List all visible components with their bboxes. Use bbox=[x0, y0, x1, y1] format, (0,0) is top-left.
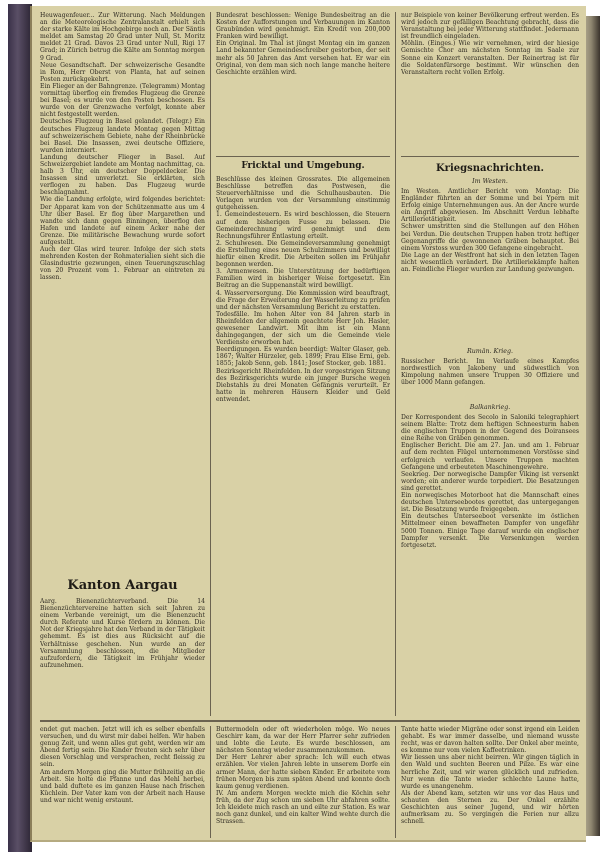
col3-para: Ein norwegisches Motorboot hat die Mannschaft eines deutschen Unterseebootes gerettet, das untergegangen ist. Die Besatzung wurde freigegeben. bbox=[401, 492, 579, 514]
feuilleton-right bbox=[401, 726, 579, 838]
col3-para: Im Westen. Amtlicher Bericht vom Montag: Die Engländer führten an der Somme und bei Ypern mit Erfolg einige Unternehmungen aus. An der Ancre wurde ein Angriff abgewiesen. Im Abschnitt Verdun lebhafte Artillerietätigkeit. bbox=[401, 188, 579, 224]
column-1-bottom bbox=[40, 598, 205, 716]
col2-para: Bundesrat beschlossen: Wenige Bundesbeitrag an die Kosten der Aufforstungen und Verbauungen im Kanton Graubünden wird genehmigt. Ein Kredit von 200,000 Franken wird bewilligt. bbox=[216, 12, 390, 41]
column-rule bbox=[210, 726, 211, 838]
col3-para: Schwer umstritten sind die Stellungen auf den Höhen bei Verdun. Die deutschen Truppen haben trotz heftiger Gegenangriffe die gewonnenen Gräben behauptet. Bei einem Vorstoss wurden 300 Gefangene eingebracht. bbox=[401, 223, 579, 252]
subhead-westen: Im Westen. bbox=[472, 178, 508, 185]
col3-para: Die Lage an der Westfront hat sich in den letzten Tagen nicht wesentlich verändert. Die Artilleriekämpfe halten an. Feindliche Flieger wurden zur Landung gezwungen. bbox=[401, 251, 579, 274]
col1-para: Landung deutscher Flieger in Basel. Auf Schweizergebiet landete am Montag nachmittag, ca. halb 3 Uhr, ein deutscher Doppeldecker. Die Insassen sind unverletzt. Sie erklärten, sich verflogen zu haben. Das Flugzeug wurde beschlagnahmt. bbox=[40, 153, 205, 197]
col2-para: 2. Schulwesen. Die Gemeindeversammlung genehmigt die Erstellung eines neuen Schulzimmers und bewilligt hiefür einen Kredit. Die Arbeiten sollen im Frühjahr begonnen werden. bbox=[216, 239, 390, 269]
feuilleton-para: Wir liessen uns aber nicht beirren. Wir gingen täglich in den Wald und suchten Beeren und Pilze. Es war eine herrliche Zeit, und wir waren glücklich und zufrieden. Nur wenn die Tante wieder schlechte Laune hatte, wurde es unangenehm. bbox=[401, 754, 579, 790]
col3-para: Der Korrespondent des Secolo in Saloniki telegraphiert seinem Blatte: Trotz dem heftigen Schneesturm haben die englischen Truppen in der Gegend des Doiransees eine Reihe von Gräben genommen. bbox=[401, 414, 579, 443]
column-rule bbox=[210, 12, 211, 716]
heading-kanton-aargau: Kanton Aargau bbox=[67, 578, 178, 593]
feuilleton-para: Tante hatte wieder Migräne oder sonst irgend ein Leiden gehabt. Es war immer dasselbe, und niemand wusste recht, was er davon halten sollte. Der Onkel aber meinte, es komme nur vom vielen Kaffeetrinken. bbox=[401, 726, 579, 755]
column-rule bbox=[395, 726, 396, 838]
col1-para: Neue Gesandtschaft. Der schweizerische Gesandte in Rom, Herr Oberst von Planta, hat auf seinen Posten zurückgekehrt. bbox=[40, 61, 205, 83]
column-3-westen bbox=[401, 188, 579, 344]
column-2-main bbox=[216, 176, 390, 716]
section-rule bbox=[401, 156, 579, 157]
col2-para: 3. Armenwesen. Die Unterstützung der bedürftigen Familien wird in bisheriger Weise fortgesetzt. Ein Beitrag an die Suppenanstalt wird bewilligt. bbox=[216, 268, 390, 290]
column-3-rumaen bbox=[401, 358, 579, 402]
col1b-para: Aarg. Bienenzüchterverband. Die 14 Bienenzüchtervereine hatten sich seit Jahren zu einem Verbande vereinigt, um die Bienenzucht durch Referate und Kurse fördern zu können. Die Not der Kriegsjahre hat den Verband in der Tätigkeit gehemmt. Es ist dies aus Rücksicht auf die Verhältnisse geschehen. Nun wurde an der Versammlung beschlossen, die Mitglieder aufzufordern, die Tätigkeit im Frühjahr wieder aufzunehmen. bbox=[40, 598, 205, 669]
newspaper-page bbox=[30, 6, 586, 842]
book-binding bbox=[8, 4, 32, 852]
col3-para: Englischer Bericht. Die am 27. Jan. und am 1. Februar auf dem rechten Flügel unternommenen Vorstösse sind erfolgreich verlaufen. Unsere Truppen machten Gefangene und erbeuteten Maschinengewehre. bbox=[401, 442, 579, 471]
feuilleton-para: Als der Abend kam, setzten wir uns vor das Haus und schauten den Sternen zu. Der Onkel erzählte Geschichten aus seiner Jugend, und wir hörten aufmerksam zu. So vergingen die Ferien nur allzu schnell. bbox=[401, 789, 579, 826]
section-rule bbox=[216, 156, 390, 157]
feuilleton-para: Buttermodeln oder oft wiederholen möge. Wo neues Geschirr kam, da war der Herr Pfarrer sehr zufrieden und lobte die Leute. Es wurde beschlossen, am nächsten Sonntag wieder zusammenzukommen. bbox=[216, 726, 390, 755]
col1-para: Wie die Landung erfolgte, wird folgendes berichtet: Der Apparat kam von der Schützenmatte aus um 4 Uhr über Basel. Er flog über Margarethen und wandte sich dann gegen Binningen, überflog den Hafen und landete auf einem Acker nahe der Grenze. Die militärische Bewachung wurde sofort aufgestellt. bbox=[40, 196, 205, 246]
col2-para: Beschlüsse des kleinen Grossrates. Die allgemeinen Beschlüsse betreffen das Postwesen, die Steuerverhältnisse und die Schulhausbauten. Die Vorlagen wurden von der Versammlung einstimmig gutgeheissen. bbox=[216, 176, 390, 212]
heading-fricktal: Fricktal und Umgebung. bbox=[241, 161, 365, 171]
col1-para: Auch der Glas wird teurer. Infolge der sich stets mehrenden Kosten der Rohmaterialien sieht sich die Glasindustrie gezwungen, einen Teuerungszuschlag von 20 Prozent vom 1. Februar an eintreten zu lassen. bbox=[40, 246, 205, 282]
col1-para: Deutsches Flugzeug in Basel gelandet. (Telegr.) Ein deutsches Flugzeug landete Montag gegen Mittag auf schweizerischem Gebiete, nahe der Rheinbrücke bei Basel. Die Insassen, zwei deutsche Offiziere, wurden interniert. bbox=[40, 118, 205, 154]
feuilleton-para: Der Herr Lehrer aber sprach: Ich will euch etwas erzählen. Vor vielen Jahren lebte in unserem Dorfe ein armer Mann, der hatte sieben Kinder. Er arbeitete vom frühen Morgen bis zum späten Abend und konnte doch kaum genug verdienen. bbox=[216, 754, 390, 790]
col3-para: Möhlin. (Einges.) Wie wir vernehmen, wird der hiesige Gemischte Chor am nächsten Sonntag im Saale zur Sonne ein Konzert veranstalten. Der Reinertrag ist für die Soldatenfürsorge bestimmt. Wir wünschen den Veranstaltern recht vollen Erfolg. bbox=[401, 40, 579, 76]
column-rule bbox=[395, 12, 396, 716]
column-2-top bbox=[216, 12, 390, 154]
col3-para: Seekrieg. Der norwegische Dampfer Viking ist versenkt worden; ein anderer wurde torpediert. Die Besatzungen sind gerettet. bbox=[401, 470, 579, 492]
feuilleton-para: IV. Am andern Morgen weckte mich die Köchin sehr früh, da der Zug schon um sieben Uhr abfahren sollte. Ich kleidete mich rasch an und eilte zur Station. Es war noch ganz dunkel, und ein kalter Wind wehte durch die Strassen. bbox=[216, 789, 390, 826]
column-3-top bbox=[401, 12, 579, 154]
column-3-balkan bbox=[401, 414, 579, 716]
col3-para: Ein deutsches Unterseeboot versenkte im östlichen Mittelmeer einen bewaffneten Dampfer von ungefähr 5000 Tonnen. Einige Tage darauf wurde ein englischer Dampfer versenkt. Die Versenkungen werden fortgesetzt. bbox=[401, 513, 579, 549]
subhead-rumaen: Rumän. Krieg. bbox=[466, 348, 514, 355]
col1-para: Ein Flieger an der Bahngrenze. (Telegramm) Montag vormittag überflog ein fremdes Flugzeug die Grenze bei Basel; es wurde von den Posten beschossen. Es wurde von der Grenzwache verfolgt, konnte aber nicht festgestellt werden. bbox=[40, 82, 205, 119]
col2-para: Bezirksgericht Rheinfelden. In der vorgestrigen Sitzung des Bezirksgerichts wurde ein junger Bursche wegen Diebstahls zu drei Monaten Gefängnis verurteilt. Er hatte in mehreren Häusern Kleider und Geld entwendet. bbox=[216, 367, 390, 403]
col3-para: Russischer Bericht. Im Verlaufe eines Kampfes nordwestlich von Jakobeny und südwestlich von Kimpolung nahmen unsere Truppen 30 Offiziere und über 1000 Mann gefangen. bbox=[401, 358, 579, 387]
column-1-top bbox=[40, 12, 205, 560]
col1-para: Heuwagenfeuer... Zur Witterung. Nach Meldungen an die Meteorologische Zentralanstalt erhielt sich der starke Kälte im Hochgebirge noch an. Der Säntis meldet am Samstag 20 Grad unter Null, St. Moritz meldet 21 Grad. Davos 23 Grad unter Null, Rigi 17 Grad; in Zürich betrug die Kälte am Sonntag morgen 9 Grad. bbox=[40, 12, 205, 62]
col2-para: 4. Wasserversorgung. Die Kommission wird beauftragt, die Frage der Erweiterung der Wasserleitung zu prüfen und der nächsten Versammlung Bericht zu erstatten. bbox=[216, 289, 390, 311]
feuilleton-para: endet gut machen. Jetzt will ich es selber ebenfalls versuchen, und du wirst mir dabei helfen. Wir haben genug Zeit, und wenn alles gut geht, werden wir am Abend fertig sein. Die Kinder freuten sich sehr über diesen Vorschlag und versprachen, recht fleissig zu sein. bbox=[40, 726, 205, 769]
heading-kriegsnachrichten: Kriegsnachrichten. bbox=[435, 163, 544, 174]
col2-para: 1. Gemeindesteuern. Es wird beschlossen, die Steuern auf dem bisherigen Fusse zu belassen. Die Gemeinderechnung wird genehmigt und dem Rechnungsführer Entlastung erteilt. bbox=[216, 211, 390, 240]
col2-para: Ein Original. Im Thal ist jüngst Montag ein im ganzen Land bekannter Gemeindeschreiber gestorben, der seit mehr als 50 Jahren das Amt versehen hat. Er war ein Original, von dem man sich noch lange manche heitere Geschichte erzählen wird. bbox=[216, 40, 390, 76]
col2-para: Beerdigungen. Es wurden beerdigt: Walter Glaser, geb. 1867; Walter Hürzeler, geb. 1899; Frau Elise Erni, geb. 1855; Jakob Senn, geb. 1841; Josef Stocker, geb. 1881. bbox=[216, 346, 390, 368]
col2-para: Todesfälle. Im hohen Alter von 84 Jahren starb in Rheinfelden der allgemein geachtete Herr Joh. Hasler, gewesener Landwirt. Mit ihm ist ein Mann dahingegangen, der sich um die Gemeinde viele Verdienste erworben hat. bbox=[216, 310, 390, 347]
col3-para: nur Beispiele von keiner Bevölkerung erfreut werden. Es wird jedoch zur gefälligen Beachtung gebracht, dass die Veranstaltung bei jeder Witterung stattfindet. Jedermann ist freundlich eingeladen. bbox=[401, 12, 579, 41]
feuilleton-middle bbox=[216, 726, 390, 838]
subhead-balkan: Balkankrieg. bbox=[469, 404, 511, 411]
feuilleton-left bbox=[40, 726, 205, 838]
feuilleton-rule bbox=[40, 720, 580, 722]
feuilleton-para: Am andern Morgen ging die Mutter frühzeitig an die Arbeit. Sie holte die Pfanne und das Mehl herbei, und bald duftete es im ganzen Hause nach frischen Küchlein. Der Vater kam von der Arbeit nach Hause und war nicht wenig erstaunt. bbox=[40, 768, 205, 804]
book-photo bbox=[8, 4, 600, 852]
